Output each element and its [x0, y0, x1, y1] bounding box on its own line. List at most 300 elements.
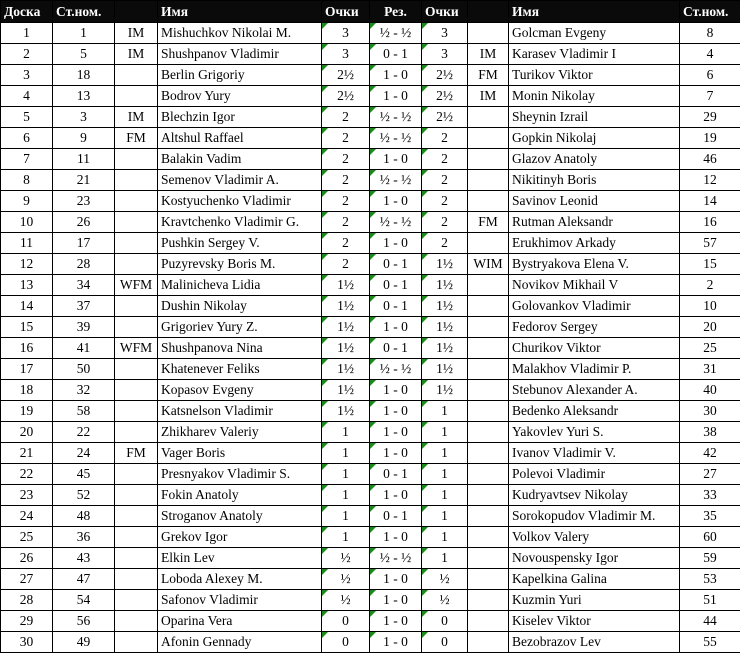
start-number-white-cell: 50 — [53, 359, 115, 380]
result-cell: 0 - 1 — [370, 338, 422, 359]
name-black-cell: Bezobrazov Lev — [509, 632, 680, 653]
title-white-cell — [115, 170, 158, 191]
start-number-white-cell: 24 — [53, 443, 115, 464]
points-white-cell: 2½ — [322, 86, 370, 107]
points-white-cell: 2 — [322, 233, 370, 254]
title-white-cell — [115, 296, 158, 317]
name-black-cell: Novikov Mikhail V — [509, 275, 680, 296]
points-white-cell: 0 — [322, 632, 370, 653]
name-black-cell: Kudryavtsev Nikolay — [509, 485, 680, 506]
title-black-cell — [468, 338, 509, 359]
title-black-cell — [468, 464, 509, 485]
board-cell: 23 — [1, 485, 53, 506]
start-number-black-cell: 15 — [680, 254, 740, 275]
name-black-cell: Fedorov Sergey — [509, 317, 680, 338]
title-white-cell — [115, 254, 158, 275]
start-number-white-cell: 36 — [53, 527, 115, 548]
start-number-black-cell: 31 — [680, 359, 740, 380]
points-white-cell: 2 — [322, 107, 370, 128]
title-white-cell: WFM — [115, 338, 158, 359]
start-number-white-cell: 26 — [53, 212, 115, 233]
name-white-cell: Oparina Vera — [158, 611, 322, 632]
title-black-cell — [468, 275, 509, 296]
table-row — [1, 23, 740, 44]
title-black-cell: FM — [468, 65, 509, 86]
start-number-white-cell: 54 — [53, 590, 115, 611]
title-white-cell — [115, 65, 158, 86]
start-number-black-cell: 25 — [680, 338, 740, 359]
title-white-cell — [115, 191, 158, 212]
table-row — [1, 590, 740, 611]
result-cell: 0 - 1 — [370, 254, 422, 275]
table-row — [1, 548, 740, 569]
points-white-cell: 2 — [322, 212, 370, 233]
table-row — [1, 149, 740, 170]
start-number-white-cell: 22 — [53, 422, 115, 443]
name-white-cell: Kopasov Evgeny — [158, 380, 322, 401]
header-name-black: Имя — [509, 1, 680, 23]
name-white-cell: Safonov Vladimir — [158, 590, 322, 611]
table-row — [1, 170, 740, 191]
name-white-cell: Presnyakov Vladimir S. — [158, 464, 322, 485]
result-cell: ½ - ½ — [370, 23, 422, 44]
name-white-cell: Stroganov Anatoly — [158, 506, 322, 527]
start-number-black-cell: 60 — [680, 527, 740, 548]
name-black-cell: Karasev Vladimir I — [509, 44, 680, 65]
start-number-white-cell: 28 — [53, 254, 115, 275]
start-number-black-cell: 51 — [680, 590, 740, 611]
name-black-cell: Golovankov Vladimir — [509, 296, 680, 317]
board-cell: 21 — [1, 443, 53, 464]
title-black-cell — [468, 170, 509, 191]
start-number-white-cell: 41 — [53, 338, 115, 359]
title-black-cell — [468, 191, 509, 212]
board-cell: 12 — [1, 254, 53, 275]
name-black-cell: Savinov Leonid — [509, 191, 680, 212]
table-row — [1, 359, 740, 380]
name-white-cell: Elkin Lev — [158, 548, 322, 569]
header-result: Рез. — [370, 1, 422, 23]
points-black-cell: 2 — [422, 212, 468, 233]
table-row — [1, 380, 740, 401]
start-number-white-cell: 18 — [53, 65, 115, 86]
result-cell: 1 - 0 — [370, 317, 422, 338]
board-cell: 1 — [1, 23, 53, 44]
board-cell: 24 — [1, 506, 53, 527]
board-cell: 8 — [1, 170, 53, 191]
table-row — [1, 422, 740, 443]
board-cell: 15 — [1, 317, 53, 338]
name-white-cell: Fokin Anatoly — [158, 485, 322, 506]
title-black-cell — [468, 149, 509, 170]
title-white-cell — [115, 380, 158, 401]
start-number-black-cell: 16 — [680, 212, 740, 233]
points-black-cell: 1 — [422, 464, 468, 485]
points-white-cell: 1½ — [322, 275, 370, 296]
start-number-white-cell: 34 — [53, 275, 115, 296]
board-cell: 11 — [1, 233, 53, 254]
name-black-cell: Bedenko Aleksandr — [509, 401, 680, 422]
result-cell: 0 - 1 — [370, 275, 422, 296]
board-cell: 5 — [1, 107, 53, 128]
points-black-cell: 1½ — [422, 296, 468, 317]
points-white-cell: 1 — [322, 506, 370, 527]
start-number-black-cell: 19 — [680, 128, 740, 149]
points-black-cell: ½ — [422, 569, 468, 590]
result-cell: 1 - 0 — [370, 485, 422, 506]
result-cell: 1 - 0 — [370, 632, 422, 653]
start-number-white-cell: 21 — [53, 170, 115, 191]
title-white-cell — [115, 485, 158, 506]
points-black-cell: 0 — [422, 611, 468, 632]
name-white-cell: Altshul Raffael — [158, 128, 322, 149]
points-black-cell: 3 — [422, 23, 468, 44]
points-black-cell: 1 — [422, 527, 468, 548]
board-cell: 13 — [1, 275, 53, 296]
result-cell: 1 - 0 — [370, 569, 422, 590]
board-cell: 10 — [1, 212, 53, 233]
title-white-cell — [115, 611, 158, 632]
start-number-black-cell: 4 — [680, 44, 740, 65]
title-black-cell — [468, 401, 509, 422]
result-cell: ½ - ½ — [370, 548, 422, 569]
title-black-cell — [468, 296, 509, 317]
board-cell: 17 — [1, 359, 53, 380]
name-white-cell: Kravtchenko Vladimir G. — [158, 212, 322, 233]
name-black-cell: Malakhov Vladimir P. — [509, 359, 680, 380]
points-white-cell: ½ — [322, 569, 370, 590]
name-black-cell: Gopkin Nikolaj — [509, 128, 680, 149]
name-black-cell: Stebunov Alexander A. — [509, 380, 680, 401]
start-number-black-cell: 33 — [680, 485, 740, 506]
points-black-cell: 2 — [422, 191, 468, 212]
points-black-cell: 1 — [422, 548, 468, 569]
name-white-cell: Kostyuchenko Vladimir — [158, 191, 322, 212]
board-cell: 28 — [1, 590, 53, 611]
start-number-white-cell: 45 — [53, 464, 115, 485]
table-row — [1, 464, 740, 485]
name-black-cell: Yakovlev Yuri S. — [509, 422, 680, 443]
result-cell: 1 - 0 — [370, 590, 422, 611]
title-white-cell — [115, 527, 158, 548]
points-white-cell: 2 — [322, 191, 370, 212]
name-white-cell: Khatenever Feliks — [158, 359, 322, 380]
points-white-cell: 2 — [322, 128, 370, 149]
title-white-cell: IM — [115, 44, 158, 65]
points-black-cell: 1½ — [422, 254, 468, 275]
start-number-black-cell: 27 — [680, 464, 740, 485]
name-black-cell: Rutman Aleksandr — [509, 212, 680, 233]
name-black-cell: Churikov Viktor — [509, 338, 680, 359]
start-number-white-cell: 58 — [53, 401, 115, 422]
start-number-white-cell: 52 — [53, 485, 115, 506]
start-number-black-cell: 42 — [680, 443, 740, 464]
points-black-cell: 3 — [422, 44, 468, 65]
points-black-cell: 2 — [422, 233, 468, 254]
points-white-cell: 1 — [322, 443, 370, 464]
name-white-cell: Pushkin Sergey V. — [158, 233, 322, 254]
name-black-cell: Golcman Evgeny — [509, 23, 680, 44]
board-cell: 4 — [1, 86, 53, 107]
title-white-cell — [115, 401, 158, 422]
title-black-cell — [468, 527, 509, 548]
title-black-cell — [468, 443, 509, 464]
title-white-cell — [115, 569, 158, 590]
start-number-white-cell: 47 — [53, 569, 115, 590]
points-black-cell: 1 — [422, 401, 468, 422]
title-black-cell: WIM — [468, 254, 509, 275]
title-black-cell — [468, 23, 509, 44]
result-cell: 0 - 1 — [370, 506, 422, 527]
board-cell: 3 — [1, 65, 53, 86]
name-black-cell: Erukhimov Arkady — [509, 233, 680, 254]
start-number-black-cell: 29 — [680, 107, 740, 128]
start-number-black-cell: 7 — [680, 86, 740, 107]
points-black-cell: 2 — [422, 128, 468, 149]
start-number-black-cell: 12 — [680, 170, 740, 191]
title-black-cell — [468, 590, 509, 611]
points-black-cell: 1 — [422, 443, 468, 464]
start-number-white-cell: 32 — [53, 380, 115, 401]
points-white-cell: 1½ — [322, 380, 370, 401]
title-black-cell — [468, 380, 509, 401]
board-cell: 22 — [1, 464, 53, 485]
name-white-cell: Malinicheva Lidia — [158, 275, 322, 296]
start-number-black-cell: 59 — [680, 548, 740, 569]
start-number-white-cell: 13 — [53, 86, 115, 107]
title-white-cell — [115, 233, 158, 254]
points-white-cell: ½ — [322, 590, 370, 611]
table-row — [1, 275, 740, 296]
table-row — [1, 443, 740, 464]
board-cell: 18 — [1, 380, 53, 401]
points-white-cell: 0 — [322, 611, 370, 632]
result-cell: 1 - 0 — [370, 401, 422, 422]
start-number-black-cell: 20 — [680, 317, 740, 338]
title-black-cell: IM — [468, 44, 509, 65]
points-white-cell: ½ — [322, 548, 370, 569]
name-black-cell: Sorokopudov Vladimir M. — [509, 506, 680, 527]
name-white-cell: Shushpanov Vladimir — [158, 44, 322, 65]
points-black-cell: 1 — [422, 485, 468, 506]
start-number-black-cell: 46 — [680, 149, 740, 170]
points-black-cell: 1½ — [422, 380, 468, 401]
title-black-cell — [468, 485, 509, 506]
result-cell: ½ - ½ — [370, 359, 422, 380]
points-black-cell: 2½ — [422, 86, 468, 107]
table-row — [1, 338, 740, 359]
start-number-black-cell: 8 — [680, 23, 740, 44]
name-black-cell: Bystryakova Elena V. — [509, 254, 680, 275]
title-black-cell — [468, 107, 509, 128]
board-cell: 25 — [1, 527, 53, 548]
name-black-cell: Ivanov Vladimir V. — [509, 443, 680, 464]
name-black-cell: Glazov Anatoly — [509, 149, 680, 170]
name-white-cell: Grigoriev Yury Z. — [158, 317, 322, 338]
title-black-cell — [468, 506, 509, 527]
points-black-cell: 0 — [422, 632, 468, 653]
name-black-cell: Kuzmin Yuri — [509, 590, 680, 611]
title-white-cell — [115, 359, 158, 380]
title-white-cell — [115, 422, 158, 443]
title-black-cell: FM — [468, 212, 509, 233]
title-black-cell — [468, 548, 509, 569]
start-number-black-cell: 44 — [680, 611, 740, 632]
start-number-black-cell: 40 — [680, 380, 740, 401]
header-row — [1, 1, 740, 23]
start-number-white-cell: 1 — [53, 23, 115, 44]
header-title-black — [468, 1, 509, 23]
title-black-cell — [468, 632, 509, 653]
title-white-cell: FM — [115, 128, 158, 149]
header-start-number-white: Ст.ном. — [53, 1, 115, 23]
title-black-cell — [468, 569, 509, 590]
title-black-cell — [468, 128, 509, 149]
title-white-cell — [115, 86, 158, 107]
table-row — [1, 128, 740, 149]
table-row — [1, 611, 740, 632]
name-white-cell: Blechzin Igor — [158, 107, 322, 128]
name-white-cell: Balakin Vadim — [158, 149, 322, 170]
table-row — [1, 632, 740, 653]
board-cell: 27 — [1, 569, 53, 590]
name-white-cell: Dushin Nikolay — [158, 296, 322, 317]
board-cell: 2 — [1, 44, 53, 65]
title-white-cell — [115, 590, 158, 611]
table-row — [1, 317, 740, 338]
points-white-cell: 1½ — [322, 338, 370, 359]
name-white-cell: Shushpanova Nina — [158, 338, 322, 359]
name-white-cell: Semenov Vladimir A. — [158, 170, 322, 191]
title-white-cell: FM — [115, 443, 158, 464]
start-number-black-cell: 6 — [680, 65, 740, 86]
title-white-cell: IM — [115, 23, 158, 44]
start-number-black-cell: 14 — [680, 191, 740, 212]
title-white-cell — [115, 548, 158, 569]
points-black-cell: 1 — [422, 422, 468, 443]
start-number-black-cell: 2 — [680, 275, 740, 296]
title-black-cell — [468, 233, 509, 254]
board-cell: 20 — [1, 422, 53, 443]
name-black-cell: Polevoi Vladimir — [509, 464, 680, 485]
board-cell: 26 — [1, 548, 53, 569]
name-white-cell: Puzyrevsky Boris M. — [158, 254, 322, 275]
points-black-cell: 2½ — [422, 107, 468, 128]
table-row — [1, 233, 740, 254]
title-black-cell — [468, 317, 509, 338]
points-black-cell: 1½ — [422, 359, 468, 380]
board-cell: 29 — [1, 611, 53, 632]
table-row — [1, 569, 740, 590]
name-white-cell: Mishuchkov Nikolai M. — [158, 23, 322, 44]
name-white-cell: Zhikharev Valeriy — [158, 422, 322, 443]
name-black-cell: Kiselev Viktor — [509, 611, 680, 632]
result-cell: ½ - ½ — [370, 170, 422, 191]
points-white-cell: 2½ — [322, 65, 370, 86]
start-number-black-cell: 38 — [680, 422, 740, 443]
table-row — [1, 254, 740, 275]
points-black-cell: 1½ — [422, 338, 468, 359]
result-cell: ½ - ½ — [370, 107, 422, 128]
title-white-cell — [115, 149, 158, 170]
points-black-cell: 2 — [422, 170, 468, 191]
table-row — [1, 506, 740, 527]
points-white-cell: 3 — [322, 23, 370, 44]
table-row — [1, 86, 740, 107]
points-black-cell: 2½ — [422, 65, 468, 86]
board-cell: 19 — [1, 401, 53, 422]
table-row — [1, 191, 740, 212]
points-white-cell: 1½ — [322, 401, 370, 422]
header-board: Доска — [1, 1, 53, 23]
board-cell: 16 — [1, 338, 53, 359]
result-cell: 0 - 1 — [370, 296, 422, 317]
result-cell: 1 - 0 — [370, 422, 422, 443]
result-cell: ½ - ½ — [370, 212, 422, 233]
title-white-cell — [115, 632, 158, 653]
board-cell: 9 — [1, 191, 53, 212]
start-number-white-cell: 48 — [53, 506, 115, 527]
title-black-cell — [468, 611, 509, 632]
points-black-cell: 1 — [422, 506, 468, 527]
points-black-cell: 1½ — [422, 317, 468, 338]
result-cell: 1 - 0 — [370, 233, 422, 254]
points-black-cell: 1½ — [422, 275, 468, 296]
header-points-white: Очки — [322, 1, 370, 23]
name-white-cell: Afonin Gennady — [158, 632, 322, 653]
title-white-cell: IM — [115, 107, 158, 128]
points-white-cell: 1 — [322, 527, 370, 548]
name-black-cell: Turikov Viktor — [509, 65, 680, 86]
points-white-cell: 1 — [322, 464, 370, 485]
table-row — [1, 296, 740, 317]
title-white-cell — [115, 464, 158, 485]
result-cell: 1 - 0 — [370, 65, 422, 86]
name-black-cell: Nikitinyh Boris — [509, 170, 680, 191]
start-number-white-cell: 9 — [53, 128, 115, 149]
points-white-cell: 1½ — [322, 296, 370, 317]
result-cell: 1 - 0 — [370, 611, 422, 632]
start-number-white-cell: 49 — [53, 632, 115, 653]
header-name-white: Имя — [158, 1, 322, 23]
points-white-cell: 1½ — [322, 317, 370, 338]
header-points-black: Очки — [422, 1, 468, 23]
table-row — [1, 65, 740, 86]
title-white-cell: WFM — [115, 275, 158, 296]
name-black-cell: Volkov Valery — [509, 527, 680, 548]
name-white-cell: Loboda Alexey M. — [158, 569, 322, 590]
table-row — [1, 44, 740, 65]
start-number-white-cell: 5 — [53, 44, 115, 65]
start-number-black-cell: 10 — [680, 296, 740, 317]
header-title-white — [115, 1, 158, 23]
points-white-cell: 1 — [322, 422, 370, 443]
result-cell: 1 - 0 — [370, 380, 422, 401]
board-cell: 7 — [1, 149, 53, 170]
result-cell: 1 - 0 — [370, 443, 422, 464]
board-cell: 14 — [1, 296, 53, 317]
start-number-white-cell: 37 — [53, 296, 115, 317]
start-number-white-cell: 56 — [53, 611, 115, 632]
name-white-cell: Berlin Grigoriy — [158, 65, 322, 86]
table-row — [1, 527, 740, 548]
title-white-cell — [115, 506, 158, 527]
start-number-white-cell: 43 — [53, 548, 115, 569]
title-white-cell — [115, 212, 158, 233]
name-black-cell: Monin Nikolay — [509, 86, 680, 107]
points-white-cell: 1 — [322, 485, 370, 506]
points-white-cell: 1½ — [322, 359, 370, 380]
